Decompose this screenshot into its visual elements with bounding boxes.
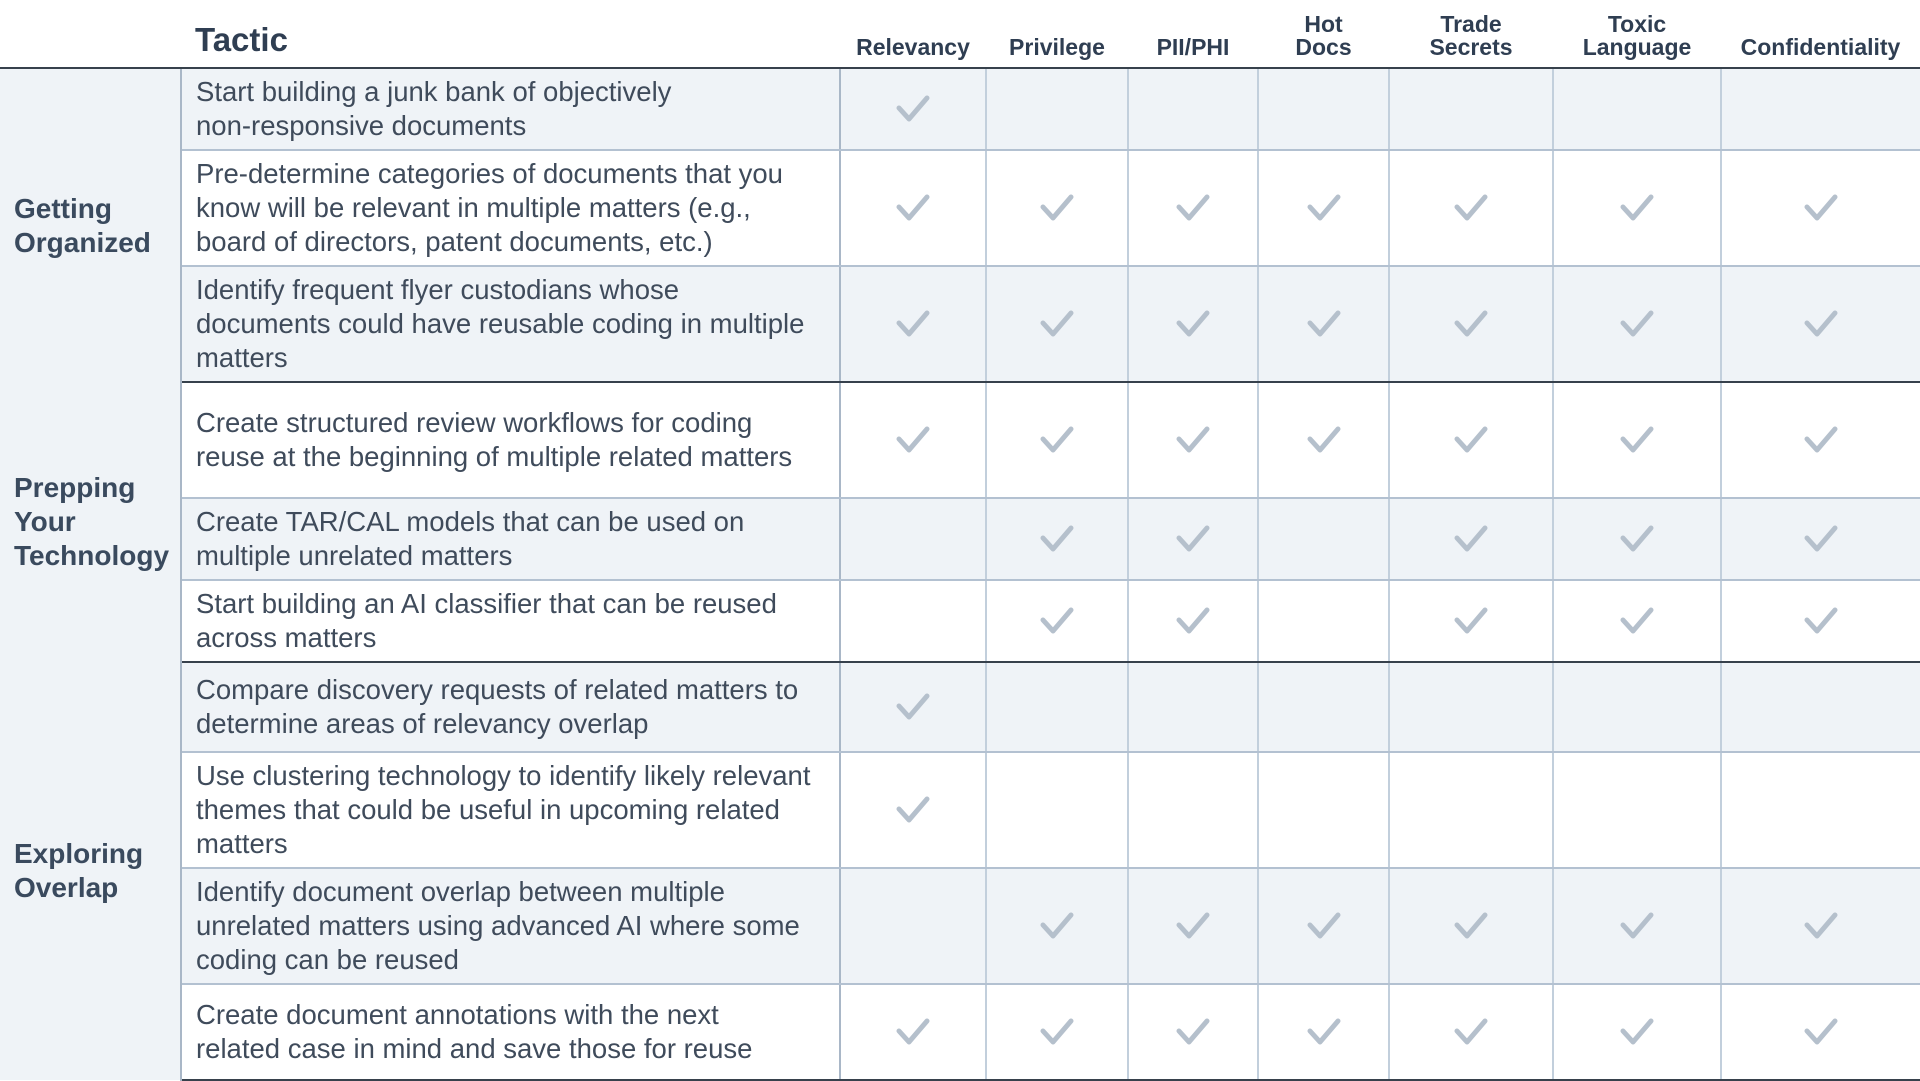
check-cell <box>1128 580 1258 662</box>
check-cell <box>1553 382 1721 498</box>
check-cell <box>1389 868 1553 984</box>
check-cell <box>840 382 986 498</box>
check-cell <box>1721 662 1920 752</box>
text-line: determine areas of relevancy overlap <box>196 708 649 739</box>
table-row <box>0 984 1920 1080</box>
check-cell <box>1128 498 1258 580</box>
table-row <box>0 382 1920 498</box>
checkmark-icon <box>1454 911 1488 941</box>
check-cell <box>840 752 986 868</box>
check-cell <box>1258 580 1389 662</box>
column-header <box>1389 0 1553 68</box>
check-cell <box>986 68 1128 150</box>
checkmark-icon <box>1804 606 1838 636</box>
category-header <box>0 0 181 68</box>
check-cell <box>1553 580 1721 662</box>
text-line: Start building an AI classifier that can be reused <box>196 588 777 619</box>
table-row <box>0 752 1920 868</box>
check-cell <box>1128 984 1258 1080</box>
check-cell <box>986 984 1128 1080</box>
check-cell <box>840 868 986 984</box>
tactic-cell <box>181 382 840 498</box>
check-cell <box>1389 662 1553 752</box>
text-line: Exploring <box>14 838 144 869</box>
checkmark-icon <box>1176 193 1210 223</box>
column-header <box>986 0 1128 68</box>
checkmark-icon <box>1804 425 1838 455</box>
table-row <box>0 580 1920 662</box>
text-line: Language <box>1582 34 1692 60</box>
text-line: non-responsive documents <box>196 110 527 141</box>
text-line: Trade <box>1440 11 1502 37</box>
checkmark-icon <box>1040 524 1074 554</box>
checkmark-icon <box>896 692 930 722</box>
check-cell <box>1389 382 1553 498</box>
checkmark-icon <box>1454 524 1488 554</box>
checkmark-icon <box>1040 193 1074 223</box>
column-header <box>840 0 986 68</box>
checkmark-icon <box>1804 524 1838 554</box>
text-line: Identify frequent flyer custodians whose <box>196 274 680 305</box>
text-line: Create document annotations with the next <box>196 999 719 1030</box>
check-cell <box>840 662 986 752</box>
check-cell <box>986 382 1128 498</box>
check-cell <box>840 266 986 382</box>
text-line: Compare discovery requests of related matters to <box>196 674 799 705</box>
check-cell <box>1553 662 1721 752</box>
column-header <box>1128 0 1258 68</box>
table-row <box>0 868 1920 984</box>
check-cell <box>1128 752 1258 868</box>
check-cell <box>1258 150 1389 266</box>
check-cell <box>1258 662 1389 752</box>
checkmark-icon <box>1620 193 1654 223</box>
check-cell <box>1389 752 1553 868</box>
check-cell <box>1258 68 1389 150</box>
tactic-cell <box>181 868 840 984</box>
category-label <box>0 68 181 382</box>
tactic-cell <box>181 68 840 150</box>
table-row <box>0 498 1920 580</box>
category-label <box>0 382 181 662</box>
check-cell <box>1258 382 1389 498</box>
checkmark-icon <box>1454 425 1488 455</box>
checkmark-icon <box>1804 309 1838 339</box>
checkmark-icon <box>1040 309 1074 339</box>
text-line: related case in mind and save those for reuse <box>196 1033 753 1064</box>
checkmark-icon <box>1454 606 1488 636</box>
check-cell <box>1128 662 1258 752</box>
text-line: Hot <box>1304 11 1343 37</box>
checkmark-icon <box>896 795 930 825</box>
check-cell <box>1721 150 1920 266</box>
text-line: Getting <box>14 192 112 224</box>
check-cell <box>1128 68 1258 150</box>
check-cell <box>1389 150 1553 266</box>
text-line: matters <box>196 342 288 373</box>
text-line: multiple unrelated matters <box>196 540 513 571</box>
check-cell <box>1128 266 1258 382</box>
text-line: board of directors, patent documents, etc.) <box>196 226 713 257</box>
checkmark-icon <box>1454 193 1488 223</box>
text-line: Prepping <box>14 472 136 503</box>
text-line: Secrets <box>1429 34 1513 60</box>
check-cell <box>986 498 1128 580</box>
check-cell <box>1389 580 1553 662</box>
text-line: coding can be reused <box>196 944 459 975</box>
tactic-cell <box>181 752 840 868</box>
text-line: PII/PHI <box>1156 34 1230 60</box>
check-cell <box>1128 382 1258 498</box>
checkmark-icon <box>1176 425 1210 455</box>
check-cell <box>1553 868 1721 984</box>
check-cell <box>840 984 986 1080</box>
text-line: Privilege <box>1009 34 1105 60</box>
check-cell <box>986 150 1128 266</box>
text-line: know will be relevant in multiple matters (e.g., <box>196 192 751 223</box>
tactic-cell <box>181 580 840 662</box>
text-line: Organized <box>14 226 151 258</box>
text-line: across matters <box>196 622 377 653</box>
checkmark-icon <box>1307 911 1341 941</box>
checkmark-icon <box>1176 309 1210 339</box>
text-line: Confidentiality <box>1740 34 1901 60</box>
tactic-cell <box>181 150 840 266</box>
check-cell <box>1258 984 1389 1080</box>
table-row <box>0 266 1920 382</box>
checkmark-icon <box>1454 1017 1488 1047</box>
check-cell <box>1721 266 1920 382</box>
text-line: reuse at the beginning of multiple related matters <box>196 441 793 472</box>
check-cell <box>1128 150 1258 266</box>
check-cell <box>1721 382 1920 498</box>
check-cell <box>1128 868 1258 984</box>
check-cell <box>1258 868 1389 984</box>
text-line: matters <box>196 828 288 859</box>
checkmark-icon <box>896 193 930 223</box>
checkmark-icon <box>1620 1017 1654 1047</box>
text-line: Docs <box>1295 34 1352 60</box>
checkmark-icon <box>1804 1017 1838 1047</box>
checkmark-icon <box>1040 606 1074 636</box>
text-line: Use clustering technology to identify likely relevant <box>196 760 811 791</box>
check-cell <box>1389 68 1553 150</box>
category-label <box>0 662 181 1080</box>
checkmark-icon <box>896 94 930 124</box>
check-cell <box>1721 752 1920 868</box>
column-header <box>1553 0 1721 68</box>
text-line: Create TAR/CAL models that can be used on <box>196 506 745 537</box>
checkmark-icon <box>1620 911 1654 941</box>
checkmark-icon <box>1176 911 1210 941</box>
check-cell <box>1721 868 1920 984</box>
check-cell <box>1258 498 1389 580</box>
check-cell <box>1258 266 1389 382</box>
check-cell <box>1721 68 1920 150</box>
check-cell <box>1553 752 1721 868</box>
checkmark-icon <box>1040 1017 1074 1047</box>
check-cell <box>1553 266 1721 382</box>
text-line: Technology <box>14 540 170 571</box>
checkmark-icon <box>1307 309 1341 339</box>
table-row <box>0 68 1920 150</box>
text-line: Start building a junk bank of objectively <box>196 76 672 107</box>
check-cell <box>986 752 1128 868</box>
check-cell <box>986 580 1128 662</box>
check-cell <box>1389 498 1553 580</box>
text-line: Create structured review workflows for coding <box>196 407 753 438</box>
tactic-cell <box>181 984 840 1080</box>
check-cell <box>840 580 986 662</box>
column-header <box>1258 0 1389 68</box>
header-row <box>0 0 1920 68</box>
checkmark-icon <box>1620 425 1654 455</box>
check-cell <box>1389 984 1553 1080</box>
check-cell <box>986 868 1128 984</box>
checkmark-icon <box>1620 524 1654 554</box>
check-cell <box>840 150 986 266</box>
text-line: Toxic <box>1607 11 1667 37</box>
check-cell <box>1553 984 1721 1080</box>
checkmark-icon <box>896 1017 930 1047</box>
tactic-cell <box>181 498 840 580</box>
checkmark-icon <box>1040 425 1074 455</box>
check-cell <box>986 266 1128 382</box>
text-line: themes that could be useful in upcoming related <box>196 794 780 825</box>
checkmark-icon <box>1620 606 1654 636</box>
checkmark-icon <box>1307 1017 1341 1047</box>
tactic-cell <box>181 662 840 752</box>
text-line: Pre-determine categories of documents that you <box>196 158 783 189</box>
tactic-header: Tactic <box>181 0 840 68</box>
check-cell <box>1258 752 1389 868</box>
check-cell <box>1553 150 1721 266</box>
checkmark-icon <box>1307 425 1341 455</box>
text-line: Identify document overlap between multiple <box>196 876 725 907</box>
checkmark-icon <box>1454 309 1488 339</box>
checkmark-icon <box>1307 193 1341 223</box>
checkmark-icon <box>1804 193 1838 223</box>
column-header <box>1721 0 1920 68</box>
tactic-cell <box>181 266 840 382</box>
checkmark-icon <box>1620 309 1654 339</box>
check-cell <box>1553 68 1721 150</box>
check-cell <box>1553 498 1721 580</box>
check-cell <box>1721 580 1920 662</box>
check-cell <box>840 498 986 580</box>
check-cell <box>986 662 1128 752</box>
checkmark-icon <box>1176 606 1210 636</box>
text-line: documents could have reusable coding in multiple <box>196 308 805 339</box>
checkmark-icon <box>1804 911 1838 941</box>
table-body <box>0 68 1920 1080</box>
text-line: Relevancy <box>856 34 970 60</box>
checkmark-icon <box>896 425 930 455</box>
checkmark-icon <box>896 309 930 339</box>
table-row <box>0 662 1920 752</box>
checkmark-icon <box>1040 911 1074 941</box>
checkmark-icon <box>1176 524 1210 554</box>
text-line: Your <box>14 506 76 537</box>
check-cell <box>1721 498 1920 580</box>
text-line: unrelated matters using advanced AI where some <box>196 910 800 941</box>
check-cell <box>1389 266 1553 382</box>
text-line: Overlap <box>14 872 119 903</box>
check-cell <box>1721 984 1920 1080</box>
checkmark-icon <box>1176 1017 1210 1047</box>
table-row <box>0 150 1920 266</box>
check-cell <box>840 68 986 150</box>
